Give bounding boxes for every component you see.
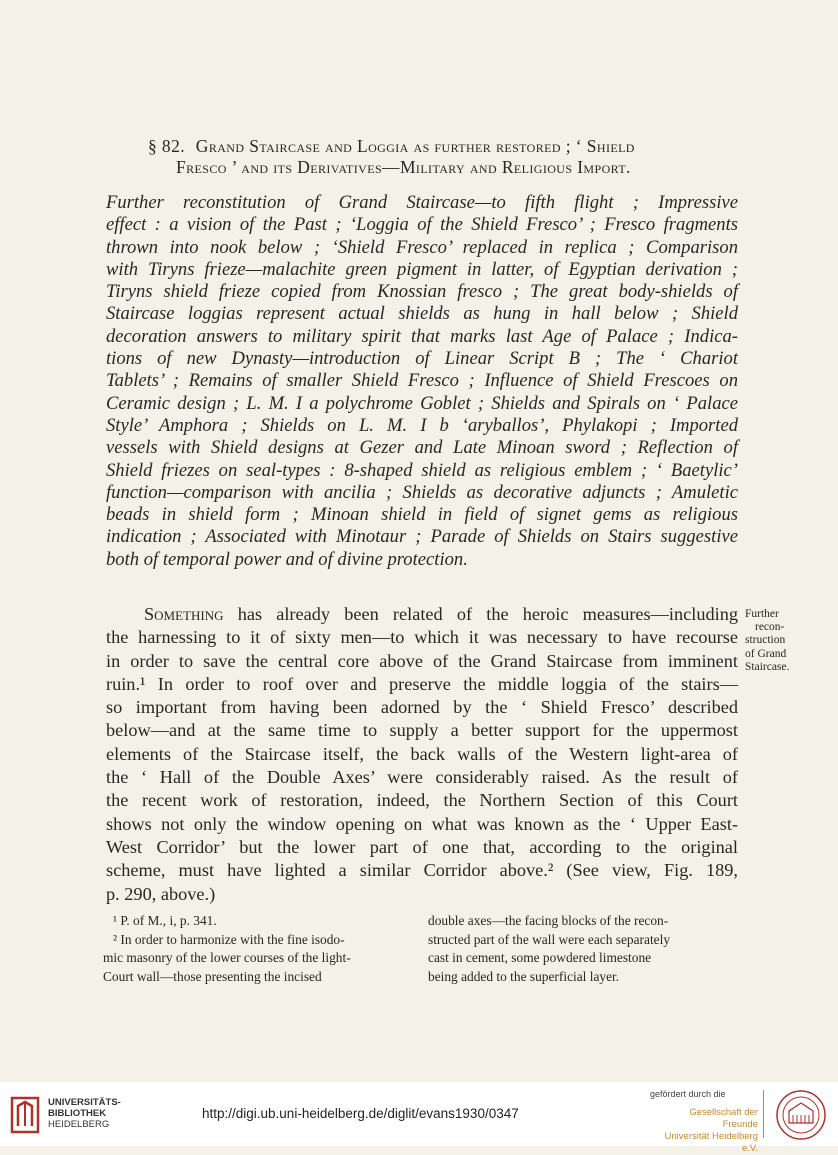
footnote-line: cast in cement, some powdered limestone [428,950,652,966]
summary-line: with Tiryns frieze—malachite green pigment in latter, of Egyptian derivation ; [106,258,738,280]
summary-line: function—comparison with ancilia ; Shields as decorative adjuncts ; Amuletic [106,481,738,503]
body-line: p. 290, above.) [106,883,216,904]
body-line: so important from having been adorned by the ‘ Shield Fresco’ described [106,697,738,718]
summary-line: Ceramic design ; L. M. I a polychrome Goblet ; Shields and Spirals on ‘ Palace [106,392,738,414]
summary-line: Further reconstitution of Grand Staircase—to fifth flight ; Impressive [106,192,738,213]
summary-line: Shield friezes on seal-types : 8-shaped shield as religious emblem ; ‘ Baetylic’ [106,459,738,481]
body-line: shows not only the window opening on what was known as the ‘ Upper East- [106,813,738,834]
footnote-line: mic masonry of the lower courses of the light- [103,950,351,966]
heading-text-1: Grand Staircase and Loggia as further restored ; ‘ Shield [195,136,635,156]
library-name-line: HEIDELBERG [48,1119,110,1130]
footnote-line: double axes—the facing blocks of the recon- [428,913,669,928]
society-seal-icon [775,1089,827,1141]
body-line: below—and at the same time to supply a better support for the uppermost [106,720,738,741]
body-line: the ‘ Hall of the Double Axes’ were considerably raised. As the result of [106,767,738,788]
library-name-line: BIBLIOTHEK [48,1108,107,1119]
body-line: ruin.¹ In order to roof over and preserve the middle loggia of the stairs— [106,673,738,694]
body-line: elements of the Staircase itself, the back walls of the Western light-area of [106,743,738,764]
summary-line: vessels with Shield designs at Gezer and Late Minoan sword ; Reflection of [106,437,738,459]
body-line: West Corridor’ but the lower part of one that, according to the original [106,836,738,857]
source-url-link[interactable]: http://digi.ub.uni-heidelberg.de/diglit/evans1930/0347 [202,1106,519,1121]
body-line: the recent work of restoration, indeed, the Northern Section of this Court [106,790,738,811]
summary-line: Tablets’ ; Remains of smaller Shield Fresco ; Influence of Shield Frescoes on [106,370,738,392]
footnotes-left-column [103,912,405,987]
summary-line: decoration answers to military spirit that marks last Age of Palace ; Indica- [106,325,738,347]
library-name [48,1097,121,1130]
footnote-line: ¹ P. of M., i, p. 341. [113,913,217,928]
heading-line-2: Fresco ’ and its Derivatives—Military and Religious Import. [176,157,631,177]
margin-note-line: recon- [755,621,785,634]
body-line: Something has already been related of the heroic measures—including [144,604,738,624]
society-name [652,1107,758,1155]
funded-by-label: gefördert durch die [650,1089,726,1099]
body-line: scheme, must have lighted a similar Corridor above.² (See view, Fig. 189, [106,860,738,881]
summary-line: both of temporal power and of divine protection. [106,548,468,570]
library-logo-icon [10,1096,40,1134]
section-heading [148,136,748,178]
section-summary [106,192,738,571]
body-line: in order to save the central core above of the Grand Staircase from imminent [106,650,738,671]
summary-line: Tiryns shield frieze copied from Knossian fresco ; The great body-shields of [106,281,738,303]
summary-line: tions of new Dynasty—introduction of Linear Script B ; The ‘ Chariot [106,348,738,370]
heading-line-1 [148,136,748,157]
footnote-line: being added to the superficial layer. [428,969,620,985]
margin-note-line: of Grand [745,647,787,660]
summary-line: indication ; Associated with Minotaur ; Parade of Shields on Stairs suggestive [106,526,738,548]
footnote-line: structed part of the wall were each separately [428,931,671,947]
summary-line: thrown into nook below ; ‘Shield Fresco’ replaced in replica ; Comparison [106,236,738,258]
library-name-line: UNIVERSITÄTS- [48,1097,121,1108]
body-line: the harnessing to it of sixty men—to which it was necessary to have recourse [106,627,738,648]
summary-line: Style’ Amphora ; Shields on L. M. I b ‘aryballos’, Phylakopi ; Imported [106,414,738,436]
footnotes-right-column [428,912,734,987]
footer-divider [763,1090,764,1138]
section-mark: § 82. [148,136,185,156]
society-name-line: Universität Heidelberg e.V. [664,1131,758,1154]
margin-note [745,608,825,674]
summary-line: beads in shield form ; Minoan shield in field of signet gems as religious [106,504,738,526]
summary-line: Staircase loggias represent actual shields as hung in hall below ; Shield [106,303,738,325]
body-paragraph [106,603,738,906]
margin-note-line: Staircase. [745,660,790,673]
margin-note-line: Further [745,608,779,620]
summary-line: effect : a vision of the Past ; ‘Loggia of the Shield Fresco’ ; Fresco fragments [106,214,738,236]
footnote-line: ² In order to harmonize with the fine isodo- [113,931,345,947]
margin-note-line: struction [745,634,786,647]
footnote-line: Court wall—those presenting the incised [103,969,322,985]
society-name-line: Gesellschaft der Freunde [689,1107,758,1130]
